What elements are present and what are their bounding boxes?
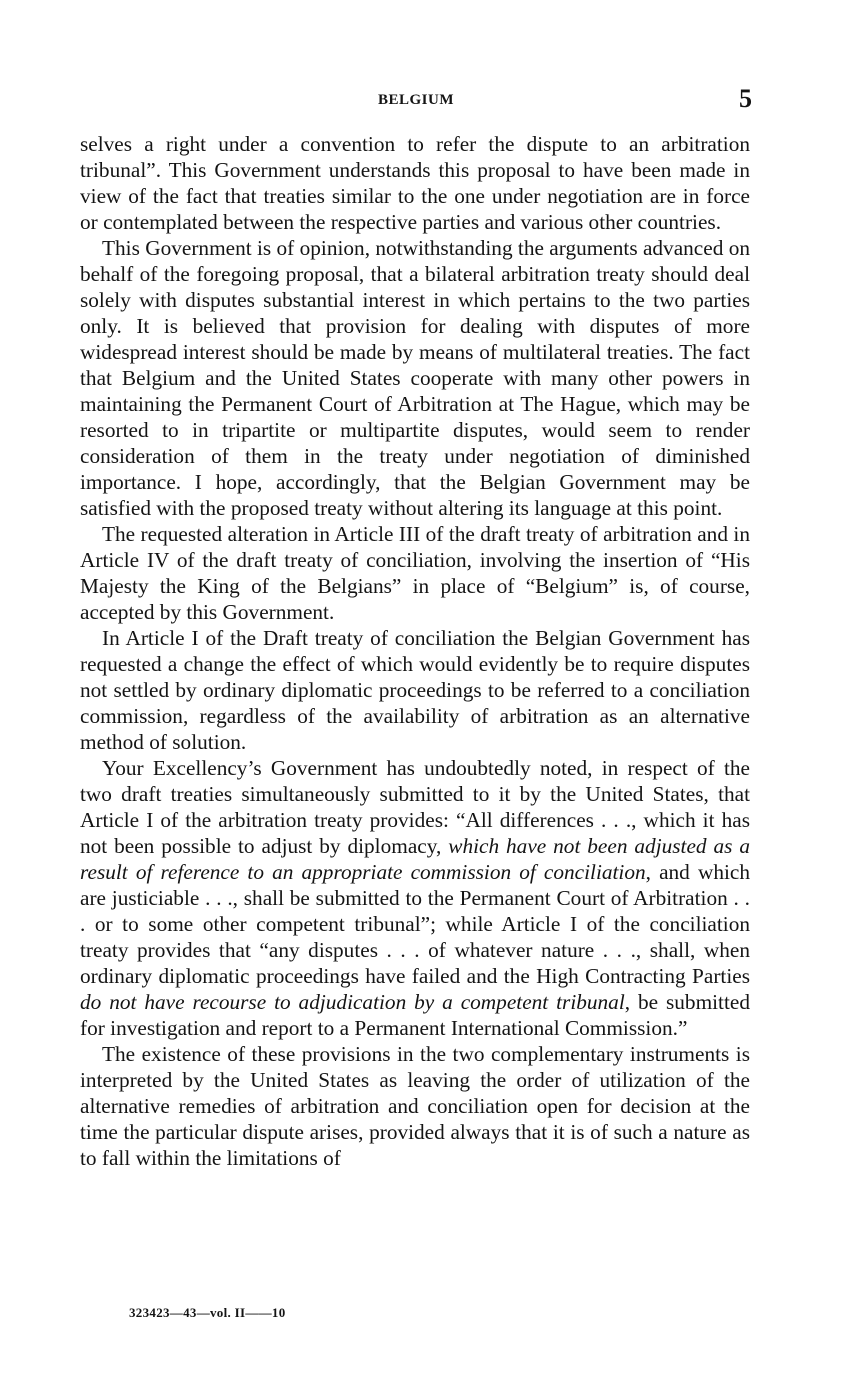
paragraph-text-segment: Your Excellency’s Government has undoubtedly noted, in respect of the two draft treaties simultaneously submitted to it by the United States, that Article I of the arbitration treaty provides: “All differences . . ., which it has not been possible to adjust by diplomacy, <box>80 756 750 858</box>
paragraph-continuation: selves a right under a convention to refer the dispute to an arbitration tribunal”. This Government understands this proposal to have been made in view of the fact that treaties similar to the one under negotiation are in force or contemplated between the respective parties and various other countries. <box>80 132 750 234</box>
page-number: 5 <box>739 84 752 113</box>
paragraph-article-one-conciliation: In Article I of the Draft treaty of conciliation the Belgian Government has requested a change the effect of which would evidently be to require disputes not settled by ordinary diplomatic proceedings to be referred to a conciliation commission, regardless of the availability of arbitration as an alternative method of solution. <box>80 626 750 754</box>
body-text <box>80 131 750 1171</box>
paragraph-article-three-alteration: The requested alteration in Article III of the draft treaty of arbitration and in Article IV of the draft treaty of conciliation, involving the insertion of “His Majesty the King of the Belgians” in place of “Belgium” is, of course, accepted by this Government. <box>80 522 750 624</box>
paragraph-text-segment: , be submitted for investigation and report to a Permanent International Commission.” <box>80 990 750 1040</box>
paragraph-bilateral-treaty: This Government is of opinion, notwithstanding the arguments advanced on behalf of the foregoing proposal, that a bilateral arbitration treaty should deal solely with disputes substantial interest in which pertains to the two parties only. It is believed that provision for dealing with disputes of more widespread interest should be made by means of multilateral treaties. The fact that Belgium and the United States cooperate with many other powers in maintaining the Permanent Court of Arbitration at The Hague, which may be resorted to in tripartite or multipartite disputes, would seem to render consideration of them in the treaty under negotiation of diminished importance. I hope, accordingly, that the Belgian Government may be satisfied with the proposed treaty without altering its language at this point. <box>80 236 750 520</box>
paragraph-draft-treaties-comparison <box>80 755 750 1041</box>
running-head <box>80 84 752 118</box>
printer-footnote: 323423—43—vol. II——10 <box>129 1305 286 1320</box>
italic-quotation: do not have recourse to adjudication by a competent tribunal <box>80 990 625 1014</box>
italic-quotation: which have not been adjusted as a result of reference to an appropriate commission of conciliation <box>80 834 750 884</box>
paragraph-complementary-instruments: The existence of these provisions in the two complementary instruments is interpreted by the United States as leaving the order of utilization of the alternative remedies of arbitration and conciliation open for decision at the time the particular dispute arises, provided always that it is of such a nature as to fall within the limitations of <box>80 1042 750 1170</box>
paragraph-text-segment: , and which are justiciable . . ., shall be submitted to the Permanent Court of Arbitration . . . or to some other competent tribunal”; while Article I of the conciliation treaty provides that “any disputes . . . of whatever nature . . ., shall, when ordinary diplomatic proceedings have failed and the High Contracting Parties <box>80 860 750 988</box>
running-title: BELGIUM <box>377 92 454 108</box>
